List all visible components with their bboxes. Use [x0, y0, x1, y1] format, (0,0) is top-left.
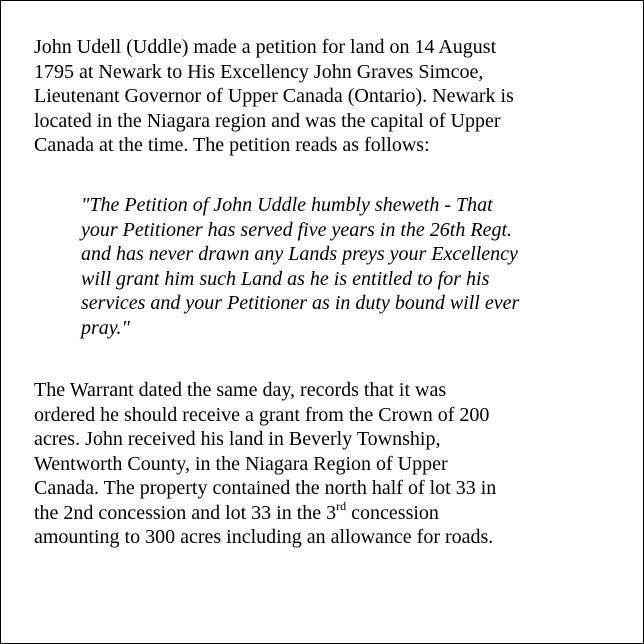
quote-line: pray.": [81, 316, 130, 339]
closing-line: Canada. The property contained the north half of lot 33 in: [34, 477, 497, 499]
intro-line: Canada at the time. The petition reads as follows:: [34, 134, 430, 156]
quote-line: services and your Petitioner as in duty bound will ever: [81, 292, 520, 314]
quote-line: "The Petition of John Uddle humbly sheweth - That: [81, 194, 493, 216]
intro-line: located in the Niagara region and was the capital of Upper: [34, 109, 501, 132]
closing-line: ordered he should receive a grant from the Crown of 200: [34, 403, 490, 426]
closing-line: The Warrant dated the same day, records that it was: [34, 379, 447, 401]
ordinal-superscript: rd: [336, 498, 347, 513]
closing-line: [34, 498, 624, 526]
intro-line: John Udell (Uddle) made a petition for land on 14 August: [34, 36, 497, 58]
quote-line: and has never drawn any Lands preys your Excellency: [81, 243, 518, 265]
intro-paragraph: [34, 35, 624, 158]
intro-line: Lieutenant Governor of Upper Canada (Ontario). Newark is: [34, 85, 514, 107]
quote-line: will grant him such Land as he is entitled to for his: [81, 267, 490, 290]
closing-line-text: the 2nd concession and lot 33 in the 3: [34, 501, 337, 524]
intro-line: 1795 at Newark to His Excellency John Graves Simcoe,: [34, 60, 484, 83]
closing-line-text: concession: [346, 501, 439, 524]
closing-line: amounting to 300 acres including an allowance for roads.: [34, 526, 494, 548]
closing-line: acres. John received his land in Beverly Township,: [34, 428, 441, 450]
petition-quote: [81, 193, 626, 340]
quote-line: your Petitioner has served five years in the 26th Regt.: [81, 218, 513, 241]
warrant-paragraph: [34, 378, 624, 550]
closing-line: Wentworth County, in the Niagara Region of Upper: [34, 452, 448, 475]
